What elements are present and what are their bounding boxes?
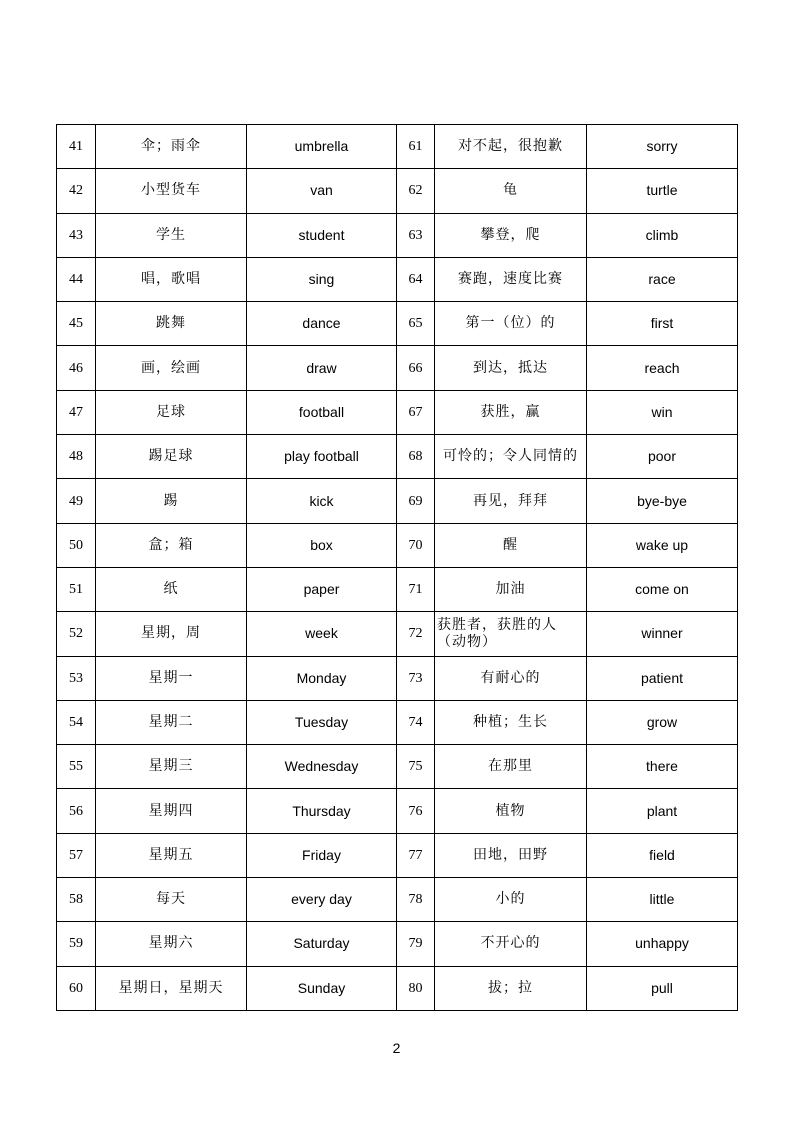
table-row (57, 169, 738, 213)
english-word: sorry (587, 125, 738, 169)
english-word: unhappy (587, 922, 738, 966)
page-number: 2 (392, 1040, 401, 1056)
english-word: field (587, 833, 738, 877)
entry-number: 42 (57, 169, 96, 213)
entry-number: 77 (397, 833, 435, 877)
entry-number: 45 (57, 302, 96, 346)
entry-number: 44 (57, 257, 96, 301)
table-row (57, 922, 738, 966)
english-word: turtle (587, 169, 738, 213)
entry-number: 66 (397, 346, 435, 390)
chinese-meaning: 星期四 (96, 789, 247, 833)
english-word: Sunday (247, 966, 397, 1010)
chinese-meaning: 小型货车 (96, 169, 247, 213)
entry-number: 50 (57, 523, 96, 567)
vocabulary-table-body (57, 125, 738, 1011)
table-row (57, 125, 738, 169)
chinese-meaning: 跳舞 (96, 302, 247, 346)
table-row (57, 523, 738, 567)
vocabulary-table (56, 124, 738, 1011)
entry-number: 78 (397, 878, 435, 922)
english-word: pull (587, 966, 738, 1010)
entry-number: 63 (397, 213, 435, 257)
entry-number: 55 (57, 745, 96, 789)
chinese-meaning: 获胜，赢 (435, 390, 587, 434)
english-word: Tuesday (247, 700, 397, 744)
english-word: dance (247, 302, 397, 346)
english-word: race (587, 257, 738, 301)
entry-number: 54 (57, 700, 96, 744)
entry-number: 79 (397, 922, 435, 966)
table-row (57, 789, 738, 833)
english-word: football (247, 390, 397, 434)
table-row (57, 612, 738, 656)
english-word: reach (587, 346, 738, 390)
english-word: plant (587, 789, 738, 833)
entry-number: 69 (397, 479, 435, 523)
entry-number: 61 (397, 125, 435, 169)
table-row (57, 878, 738, 922)
chinese-meaning: 星期五 (96, 833, 247, 877)
entry-number: 73 (397, 656, 435, 700)
entry-number: 43 (57, 213, 96, 257)
english-word: Wednesday (247, 745, 397, 789)
chinese-meaning: 拔；拉 (435, 966, 587, 1010)
chinese-meaning: 星期日，星期天 (96, 966, 247, 1010)
chinese-meaning: 星期三 (96, 745, 247, 789)
chinese-meaning: 纸 (96, 567, 247, 611)
chinese-meaning: 种植；生长 (435, 700, 587, 744)
table-row (57, 656, 738, 700)
chinese-meaning: 星期一 (96, 656, 247, 700)
table-row (57, 833, 738, 877)
entry-number: 80 (397, 966, 435, 1010)
chinese-meaning: 每天 (96, 878, 247, 922)
chinese-meaning: 到达，抵达 (435, 346, 587, 390)
table-row (57, 435, 738, 479)
table-row (57, 257, 738, 301)
entry-number: 68 (397, 435, 435, 479)
english-word: there (587, 745, 738, 789)
english-word: week (247, 612, 397, 656)
english-word: Thursday (247, 789, 397, 833)
chinese-meaning: 盒；箱 (96, 523, 247, 567)
chinese-meaning: 星期六 (96, 922, 247, 966)
entry-number: 59 (57, 922, 96, 966)
english-word: umbrella (247, 125, 397, 169)
entry-number: 74 (397, 700, 435, 744)
entry-number: 57 (57, 833, 96, 877)
chinese-meaning: 画，绘画 (96, 346, 247, 390)
english-word: every day (247, 878, 397, 922)
chinese-meaning: 可怜的；令人同情的 (435, 435, 587, 479)
chinese-meaning: 田地，田野 (435, 833, 587, 877)
english-word: win (587, 390, 738, 434)
chinese-meaning: 唱，歌唱 (96, 257, 247, 301)
chinese-meaning: 醒 (435, 523, 587, 567)
chinese-meaning: 第一（位）的 (435, 302, 587, 346)
entry-number: 49 (57, 479, 96, 523)
table-row (57, 567, 738, 611)
english-word: come on (587, 567, 738, 611)
chinese-meaning: 学生 (96, 213, 247, 257)
chinese-meaning: 获胜者，获胜的人（动物） (435, 612, 587, 656)
entry-number: 67 (397, 390, 435, 434)
table-row (57, 346, 738, 390)
entry-number: 47 (57, 390, 96, 434)
entry-number: 48 (57, 435, 96, 479)
chinese-meaning: 攀登，爬 (435, 213, 587, 257)
chinese-meaning: 龟 (435, 169, 587, 213)
chinese-meaning: 植物 (435, 789, 587, 833)
chinese-meaning: 再见，拜拜 (435, 479, 587, 523)
english-word: play football (247, 435, 397, 479)
entry-number: 65 (397, 302, 435, 346)
english-word: little (587, 878, 738, 922)
english-word: draw (247, 346, 397, 390)
entry-number: 52 (57, 612, 96, 656)
english-word: sing (247, 257, 397, 301)
entry-number: 56 (57, 789, 96, 833)
chinese-meaning: 在那里 (435, 745, 587, 789)
entry-number: 71 (397, 567, 435, 611)
english-word: patient (587, 656, 738, 700)
english-word: student (247, 213, 397, 257)
table-row (57, 966, 738, 1010)
english-word: poor (587, 435, 738, 479)
chinese-meaning: 赛跑，速度比赛 (435, 257, 587, 301)
english-word: first (587, 302, 738, 346)
english-word: van (247, 169, 397, 213)
chinese-meaning: 星期，周 (96, 612, 247, 656)
english-word: box (247, 523, 397, 567)
english-word: winner (587, 612, 738, 656)
entry-number: 51 (57, 567, 96, 611)
entry-number: 75 (397, 745, 435, 789)
chinese-meaning: 伞；雨伞 (96, 125, 247, 169)
table-row (57, 745, 738, 789)
entry-number: 60 (57, 966, 96, 1010)
table-row (57, 213, 738, 257)
entry-number: 76 (397, 789, 435, 833)
chinese-meaning: 有耐心的 (435, 656, 587, 700)
chinese-meaning: 星期二 (96, 700, 247, 744)
english-word: bye-bye (587, 479, 738, 523)
entry-number: 41 (57, 125, 96, 169)
english-word: Saturday (247, 922, 397, 966)
chinese-meaning: 小的 (435, 878, 587, 922)
chinese-meaning: 足球 (96, 390, 247, 434)
english-word: grow (587, 700, 738, 744)
english-word: Friday (247, 833, 397, 877)
english-word: paper (247, 567, 397, 611)
english-word: Monday (247, 656, 397, 700)
chinese-meaning: 不开心的 (435, 922, 587, 966)
table-row (57, 390, 738, 434)
english-word: climb (587, 213, 738, 257)
table-row (57, 700, 738, 744)
chinese-meaning: 踢 (96, 479, 247, 523)
chinese-meaning: 踢足球 (96, 435, 247, 479)
chinese-meaning: 对不起，很抱歉 (435, 125, 587, 169)
entry-number: 58 (57, 878, 96, 922)
english-word: wake up (587, 523, 738, 567)
entry-number: 62 (397, 169, 435, 213)
table-row (57, 302, 738, 346)
table-row (57, 479, 738, 523)
entry-number: 53 (57, 656, 96, 700)
entry-number: 46 (57, 346, 96, 390)
english-word: kick (247, 479, 397, 523)
entry-number: 64 (397, 257, 435, 301)
chinese-meaning: 加油 (435, 567, 587, 611)
entry-number: 72 (397, 612, 435, 656)
entry-number: 70 (397, 523, 435, 567)
